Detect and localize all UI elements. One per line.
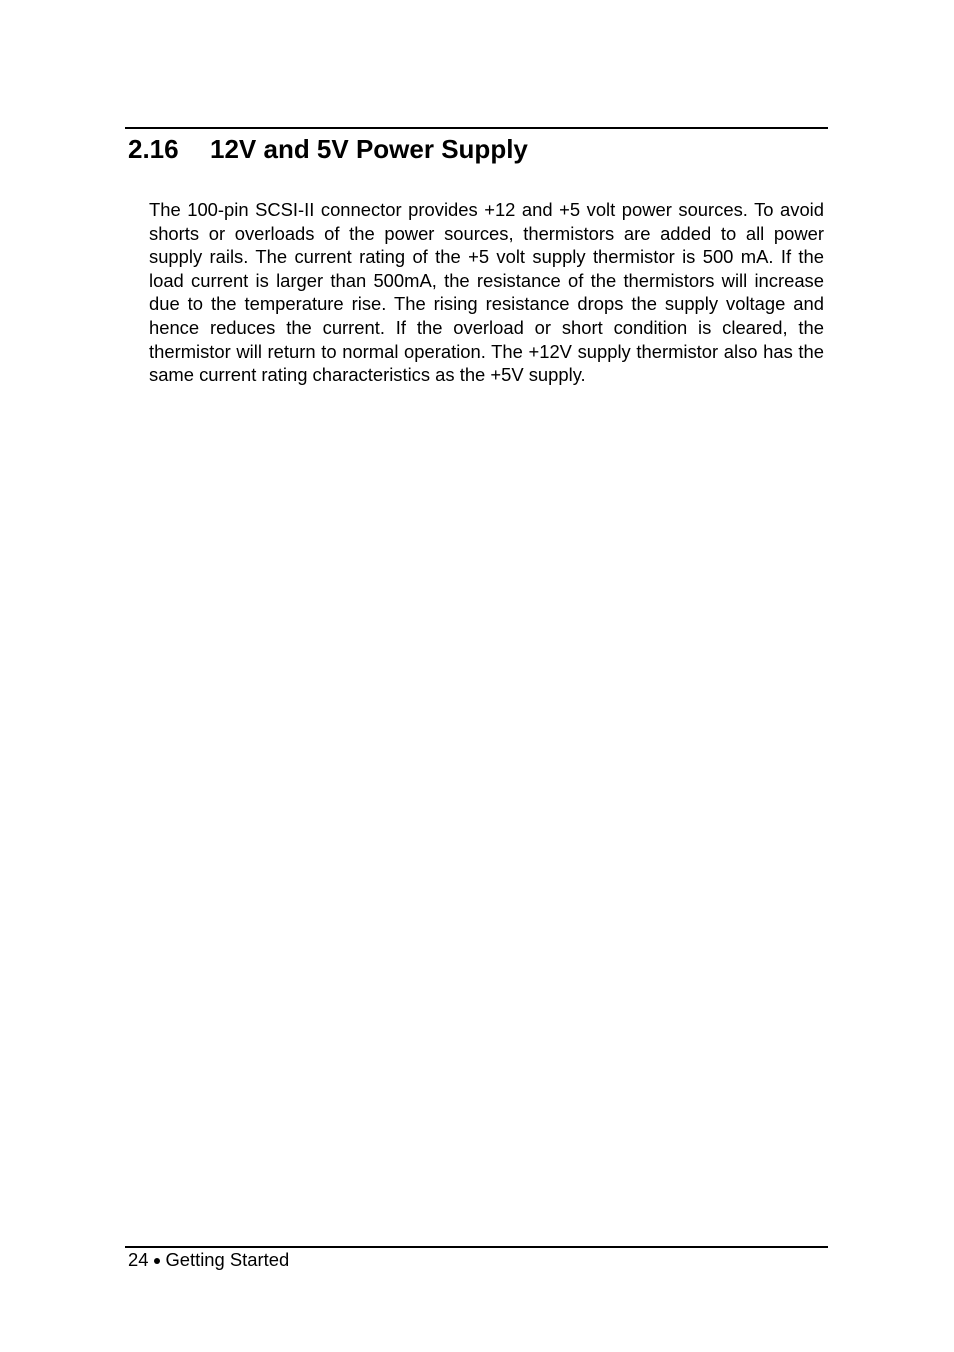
body-paragraph: The 100-pin SCSI-II connector provides +12 and +5 volt power sources. To avoid shorts or overloads of the power sources, thermistors are added to all power supply rails. The current rating of the +5 volt supply thermistor is 500 mA. If the load current is larger than 500mA, the resistance of the thermistors will increase due to the temperature rise. The rising resistance drops the supply voltage and hence reduces the current. If the overload or short condition is cleared, the thermistor will return to normal operation. The +12V supply thermistor also has the same current rating characteristics as the +5V supply. <box>149 199 824 386</box>
section-title: 12V and 5V Power Supply <box>210 134 528 164</box>
section-heading <box>128 132 828 166</box>
bullet-icon <box>154 1258 160 1264</box>
chapter-name: Getting Started <box>165 1249 290 1270</box>
page-number: 24 <box>128 1249 149 1270</box>
header-rule <box>125 127 828 129</box>
section-number: 2.16 <box>128 134 179 164</box>
page-footer <box>128 1248 289 1272</box>
